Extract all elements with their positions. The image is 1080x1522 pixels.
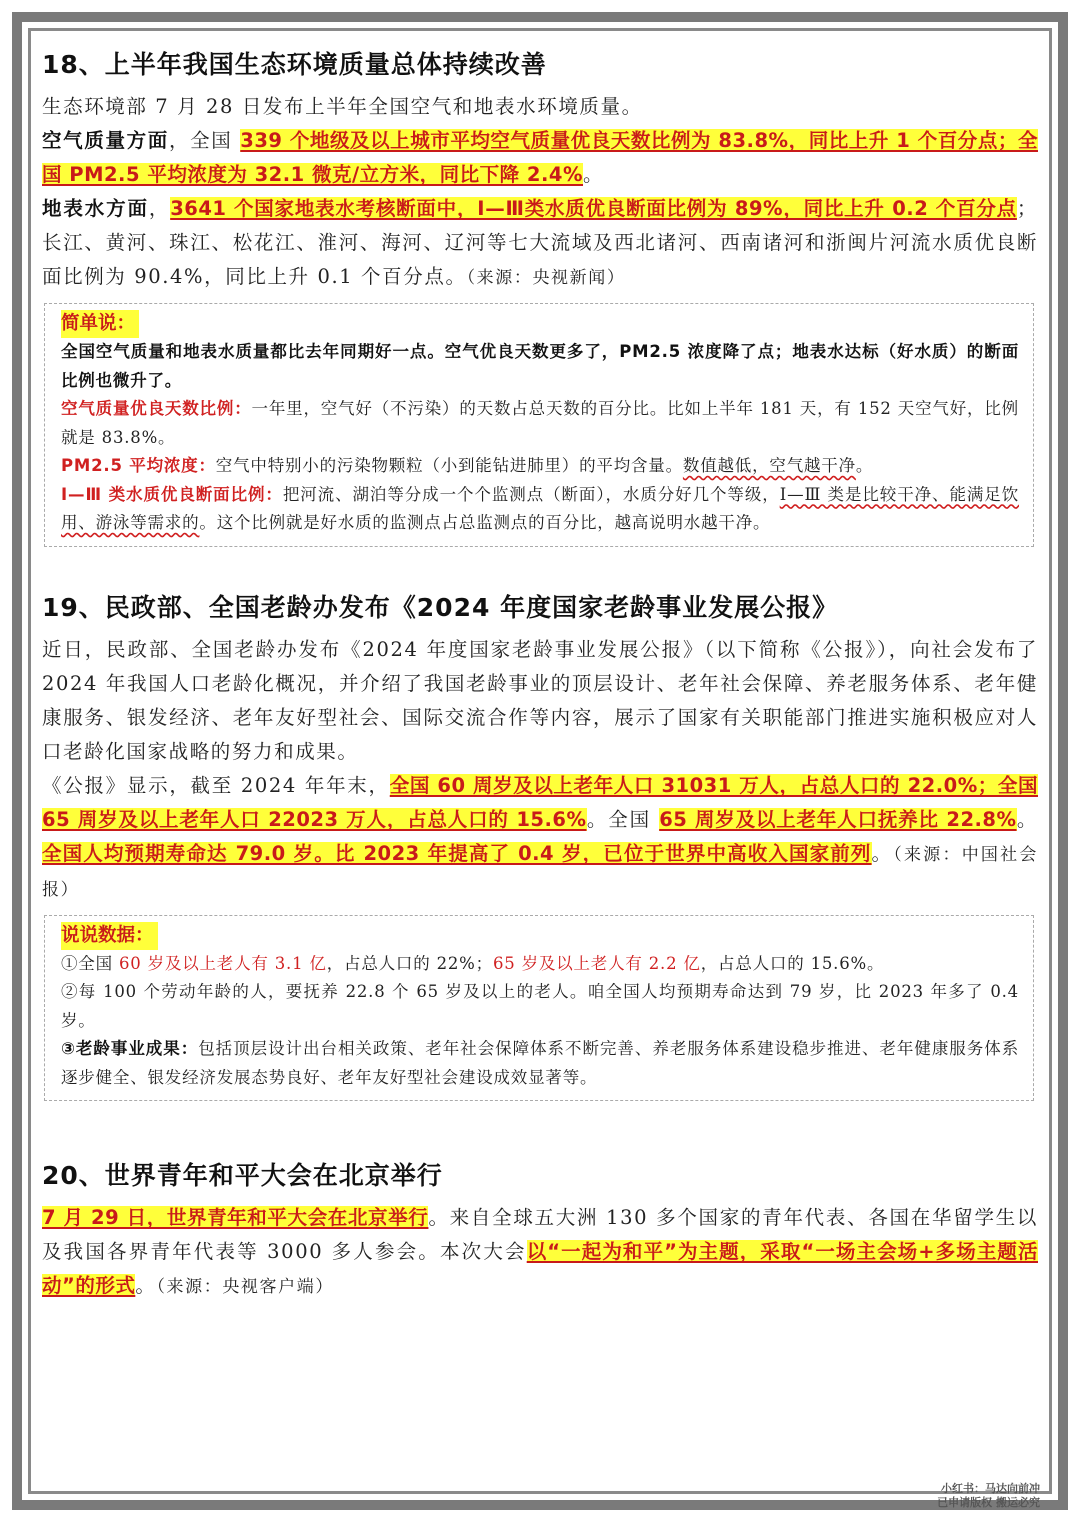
section-20-title: 20、世界青年和平大会在北京举行 (42, 1161, 443, 1190)
term-text-end: 。这个比例就是好水质的监测点占总监测点的百分比，越高说明水越干净。 (199, 513, 771, 532)
term-label: PM2.5 平均浓度： (61, 456, 216, 475)
term-text: 空气中特别小的污染物颗粒（小到能钻进肺里）的平均含量。 (215, 456, 683, 475)
conference-theme-highlight: 以“一起为和平”为主题，采取“一场主会场+多场主题活动”的形式 (42, 1240, 1038, 1297)
data-line-2: ②每 100 个劳动年龄的人，要抚养 22.8 个 65 岁及以上的老人。咱全国人均预期寿命达到 79 岁，比 2023 年多了 0.4 岁。 (61, 982, 1019, 1030)
data-line-3-label: ③老龄事业成果： (61, 1039, 199, 1058)
section-18-air-paragraph (42, 124, 1038, 192)
explainer-summary: 全国空气质量和地表水质量都比去年同期好一点。空气优良天数更多了，PM2.5 浓度降了点；地表水达标（好水质）的断面比例也微升了。 (61, 342, 1019, 390)
watermark (937, 1482, 1040, 1510)
section-19-paragraph-2 (42, 769, 1038, 907)
dependency-ratio-highlight: 65 周岁及以上老年人口抚养比 22.8% (659, 807, 1017, 831)
term-emphasis: 数值越低，空气越干净 (682, 456, 856, 475)
section-18-water-paragraph (42, 192, 1038, 295)
watermark-line-1: 小红书：马达向前冲 (941, 1482, 1040, 1495)
term-end: 。 (855, 456, 874, 475)
bulletin-mid-1: 。全国 (586, 807, 660, 831)
section-19-paragraph-1: 近日，民政部、全国老龄办发布《2024 年度国家老龄事业发展公报》（以下简称《公报》），向社会发布了 2024 年我国人口老龄化概况，并介绍了我国老龄事业的顶层设计、老年社会保障、养老服务体系、老年健康服务、银发经济、老年友好型社会、国际交流合作等内容，展示了国家有关职能部门推进实施积极应对人口老龄化国家战略的努力和成果。 (42, 637, 1038, 763)
term-text: 把河流、湖泊等分成一个个监测点（断面），水质分好几个等级， (282, 484, 780, 504)
section-19-data-box (44, 915, 1034, 1102)
section-18-intro: 生态环境部 7 月 28 日发布上半年全国空气和地表水环境质量。 (42, 95, 643, 118)
air-quality-label: 空气质量方面 (42, 129, 169, 152)
section-20-source: （来源：央视客户端） (156, 1277, 334, 1297)
watermark-line-2: 已申请版权 搬运必究 (937, 1496, 1040, 1509)
air-quality-highlight: 339 个地级及以上城市平均空气质量优良天数比例为 83.8%，同比上升 1 个百分点；全国 PM2.5 平均浓度为 32.1 微克/立方米，同比下降 2.4% (42, 129, 1038, 186)
section-18-source: （来源：央视新闻） (466, 268, 626, 288)
section-20 (42, 1151, 1038, 1304)
bulletin-end: 。 (871, 841, 894, 865)
air-quality-prefix: ，全国 (168, 129, 241, 152)
data-line-1-prefix: ①全国 (61, 953, 119, 973)
data-box-title: 说说数据： (61, 922, 158, 950)
data-line-1-red-1: 60 岁及以上老人有 3.1 亿 (118, 953, 327, 973)
term-water-grade (61, 481, 1019, 538)
surface-water-prefix: ， (148, 197, 171, 220)
document-body (42, 40, 1038, 1304)
conference-text: 。来自全球五大洲 130 多个国家的青年代表、各国在华留学生以及我国各界青年代表等 3000 多人参会。本次大会 (42, 1206, 1039, 1263)
term-label: 空气质量优良天数比例： (61, 399, 252, 418)
bulletin-mid-2: 。 (1016, 807, 1038, 831)
data-line-1-mid: ，占总人口的 22%； (326, 953, 493, 973)
air-quality-end: 。 (583, 163, 605, 186)
term-air-quality-days (61, 395, 1019, 452)
section-18-explainer-box (44, 303, 1034, 547)
conference-end: 。 (135, 1274, 157, 1297)
section-19-title: 19、民政部、全国老龄办发布《2024 年度国家老龄事业发展公报》 (42, 592, 839, 622)
explainer-box-title: 简单说： (61, 310, 139, 338)
bulletin-prefix: 《公报》显示，截至 2024 年年末， (42, 773, 390, 797)
data-line-1-end: ，占总人口的 15.6%。 (700, 953, 885, 973)
data-line-1-red-2: 65 岁及以上老人有 2.2 亿 (492, 953, 701, 973)
term-label: Ⅰ—Ⅲ 类水质优良断面比例： (61, 484, 283, 504)
conference-date-highlight: 7 月 29 日，世界青年和平大会在北京举行 (42, 1206, 429, 1229)
data-line-3-text: 包括顶层设计出台相关政策、老年社会保障体系不断完善、养老服务体系建设稳步推进、老年健康服务体系逐步健全、银发经济发展态势良好、老年友好型社会建设成效显著等。 (61, 1039, 1019, 1087)
section-18 (42, 40, 1038, 547)
section-18-title: 18、上半年我国生态环境质量总体持续改善 (42, 50, 547, 79)
section-20-paragraph (42, 1201, 1038, 1304)
surface-water-text: ；长江、黄河、珠江、松花江、淮河、海河、辽河等七大流域及西北诸河、西南诸河和浙闽片河流水质优良断面比例为 90.4%，同比上升 0.1 个百分点。 (42, 197, 1038, 288)
section-19 (42, 583, 1038, 1102)
data-line-3 (61, 1035, 1019, 1092)
life-expectancy-highlight: 全国人均预期寿命达 79.0 岁。比 2023 年提高了 0.4 岁，已位于世界中高收入国家前列 (42, 841, 872, 865)
term-emphasis: Ⅰ—Ⅲ 类是比较干净、能满足饮用、游泳等需求的 (61, 484, 1020, 532)
data-line-1 (61, 950, 1019, 979)
term-text: 一年里，空气好（不污染）的天数占总天数的百分比。比如上半年 181 天，有 152 天空气好，比例就是 83.8%。 (61, 399, 1019, 447)
surface-water-label: 地表水方面 (42, 197, 149, 220)
elderly-population-highlight: 全国 60 周岁及以上老年人口 31031 万人，占总人口的 22.0%；全国 65 周岁及以上老年人口 22023 万人，占总人口的 15.6% (42, 773, 1038, 831)
section-19-source: （来源：中国社会报） (42, 844, 1038, 900)
surface-water-highlight: 3641 个国家地表水考核断面中，Ⅰ—Ⅲ类水质优良断面比例为 89%，同比上升 0.2 个百分点 (170, 197, 1017, 220)
term-pm25 (61, 452, 1019, 481)
